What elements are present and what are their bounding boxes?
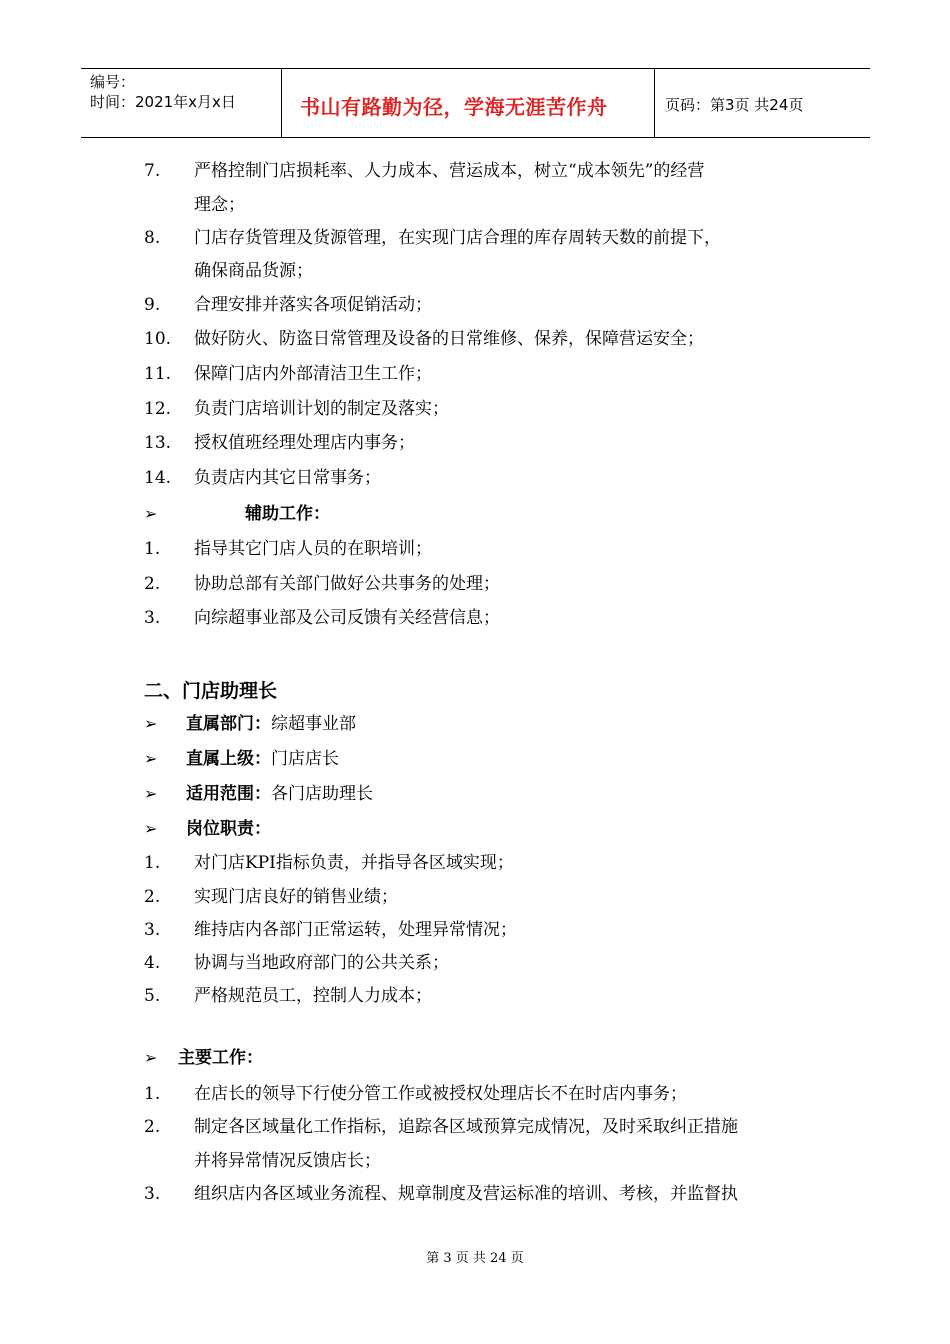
- field-value: 各门店助理长: [271, 784, 373, 804]
- header-motto-cell: [282, 69, 655, 137]
- list-item-number: 4.: [144, 953, 161, 973]
- field-key: 岗位职责：: [186, 819, 271, 839]
- arrow-bullet-icon: ➢: [144, 819, 158, 838]
- list-item-text: 做好防火、防盗日常管理及设备的日常维修、保养，保障营运安全；: [194, 329, 704, 349]
- field-value: 门店店长: [271, 749, 339, 769]
- field-scope: [186, 783, 373, 805]
- header-page-cell: [655, 69, 870, 137]
- list-item-text: 协助总部有关部门做好公共事务的处理；: [194, 574, 500, 594]
- list-item-number: 13.: [144, 433, 172, 453]
- field-duties: [186, 818, 271, 840]
- field-department: [186, 713, 356, 735]
- list-item-text: 指导其它门店人员的在职培训；: [194, 539, 432, 559]
- list-item-number: 3.: [144, 1184, 161, 1204]
- list-item-number: 1.: [144, 539, 161, 559]
- list-item-text: 理念；: [194, 195, 245, 215]
- field-key: 直属部门：: [186, 714, 271, 734]
- list-item-text: 对门店KPI指标负责，并指导各区域实现；: [194, 853, 514, 873]
- list-item-number: 8.: [144, 228, 161, 248]
- list-item-text: 在店长的领导下行使分管工作或被授权处理店长不在时店内事务；: [194, 1084, 687, 1104]
- main-work-title: 主要工作：: [178, 1048, 263, 1068]
- list-item-number: 7.: [144, 161, 161, 181]
- list-item-text: 向综超事业部及公司反馈有关经营信息；: [194, 608, 500, 628]
- list-item-number: 10.: [144, 329, 172, 349]
- arrow-bullet-icon: ➢: [144, 784, 158, 803]
- list-item-number: 1.: [144, 853, 161, 873]
- field-value: 综超事业部: [271, 714, 356, 734]
- list-item-number: 3.: [144, 920, 161, 940]
- arrow-bullet-icon: ➢: [144, 749, 158, 768]
- list-item-number: 2.: [144, 887, 161, 907]
- list-item-text: 制定各区域量化工作指标，追踪各区域预算完成情况，及时采取纠正措施: [194, 1117, 738, 1137]
- header-info-cell: [81, 69, 282, 137]
- list-item-text: 负责门店培训计划的制定及落实；: [194, 399, 449, 419]
- page-label: 页码：第3页 共24页: [665, 96, 804, 114]
- section-title: 二、门店助理长: [144, 680, 278, 702]
- list-item-text: 严格控制门店损耗率、人力成本、营运成本，树立“成本领先”的经营: [194, 161, 705, 181]
- page-header: [81, 68, 870, 138]
- motto: 书山有路勤为径，学海无涯苦作舟: [300, 95, 608, 119]
- arrow-bullet-icon: ➢: [144, 714, 158, 733]
- list-item-text: 实现门店良好的销售业绩；: [194, 887, 398, 907]
- list-item-number: 11.: [144, 364, 172, 384]
- list-item-number: 1.: [144, 1084, 161, 1104]
- list-item-number: 12.: [144, 399, 172, 419]
- list-item-number: 5.: [144, 986, 161, 1006]
- code-label: 编号：: [90, 73, 136, 91]
- field-key: 适用范围：: [186, 784, 271, 804]
- list-item-number: 2.: [144, 1117, 161, 1137]
- list-item-text: 保障门店内外部清洁卫生工作；: [194, 364, 432, 384]
- list-item-text: 门店存货管理及货源管理，在实现门店合理的库存周转天数的前提下，: [194, 228, 721, 248]
- page-footer: 第 3 页 共 24 页: [426, 1251, 524, 1266]
- time-label: 时间：2021年x月x日: [90, 93, 236, 111]
- list-item-text: 并将异常情况反馈店长；: [194, 1151, 381, 1171]
- list-item-number: 2.: [144, 574, 161, 594]
- list-item-text: 授权值班经理处理店内事务；: [194, 433, 415, 453]
- list-item-text: 合理安排并落实各项促销活动；: [194, 295, 432, 315]
- aux-work-title: 辅助工作：: [245, 504, 330, 524]
- list-item-number: 9.: [144, 295, 161, 315]
- list-item-text: 维持店内各部门正常运转，处理异常情况；: [194, 920, 517, 940]
- field-key: 直属上级：: [186, 749, 271, 769]
- arrow-bullet-icon: ➢: [144, 504, 158, 523]
- list-item-text: 组织店内各区域业务流程、规章制度及营运标准的培训、考核，并监督执: [194, 1184, 738, 1204]
- arrow-bullet-icon: ➢: [144, 1048, 158, 1067]
- list-item-text: 严格规范员工，控制人力成本；: [194, 986, 432, 1006]
- list-item-number: 3.: [144, 608, 161, 628]
- list-item-number: 14.: [144, 468, 172, 488]
- list-item-text: 确保商品货源；: [194, 261, 313, 281]
- list-item-text: 协调与当地政府部门的公共关系；: [194, 953, 449, 973]
- list-item-text: 负责店内其它日常事务；: [194, 468, 381, 488]
- field-superior: [186, 748, 339, 770]
